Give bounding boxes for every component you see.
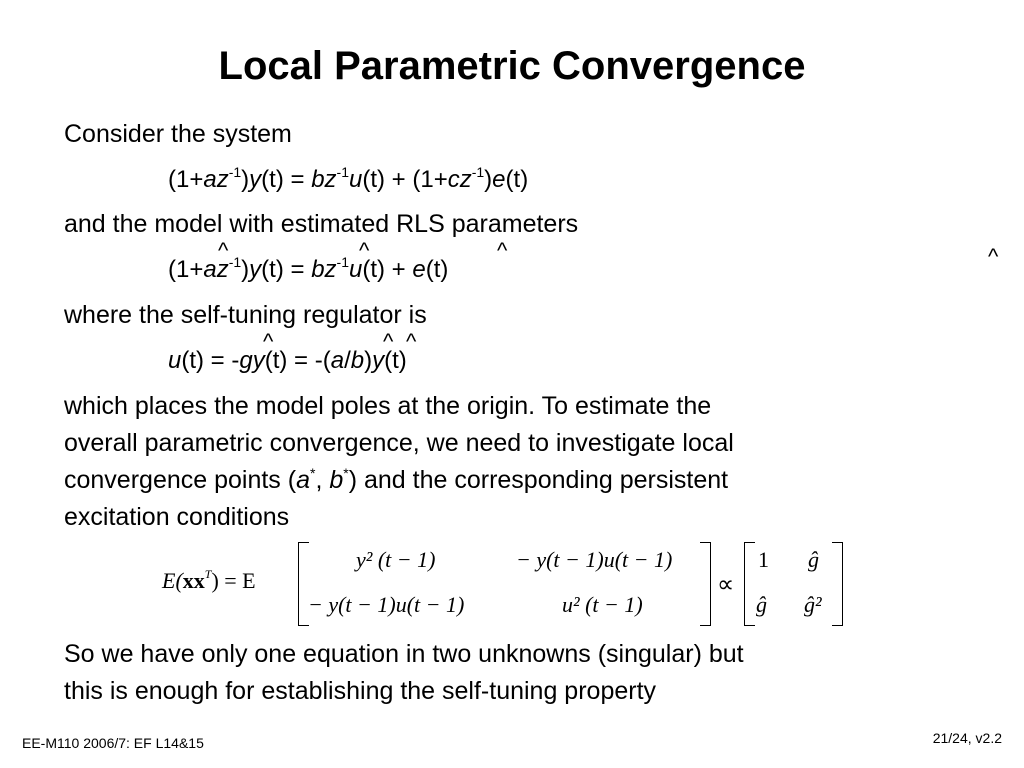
hat-b: ^ xyxy=(359,238,370,263)
para-line-1: which places the model poles at the origin. To estimate the xyxy=(64,392,712,420)
conclusion-line-1: So we have only one equation in two unknowns (singular) but xyxy=(64,640,744,668)
regulator-equation: u(t) = -gy(t) = -(a/b)y(t) xyxy=(168,347,407,374)
footer-page: 21/24, v2.2 xyxy=(932,730,1002,746)
para-line-2: overall parametric convergence, we need to investigate local xyxy=(64,429,734,457)
matrix-lhs: $E(xx^T) = E$ xyxy=(162,567,256,593)
para-line-4: excitation conditions xyxy=(64,503,290,531)
matrix-right-bracket xyxy=(700,542,711,626)
gain-g22: ĝ² xyxy=(804,592,822,617)
proportional-symbol: ∝ xyxy=(717,572,735,598)
model-equation: $(1+az^{-1})y(t) = bz^{-1}u(t) + e(t)$ xyxy=(168,254,449,283)
matrix-m11: y² (t − 1) xyxy=(356,547,436,572)
gain-g12: ĝ xyxy=(808,547,819,572)
conclusion-line-2: this is enough for establishing the self-tuning property xyxy=(64,677,657,705)
hat-e: ^ xyxy=(497,238,508,263)
text-model: and the model with estimated RLS parameters xyxy=(64,210,579,238)
system-equation: $(1+az^{-1})y(t) = bz^{-1}u(t) + (1+cz^{-1})e(t)$ xyxy=(168,164,529,193)
gain-right-bracket xyxy=(832,542,843,626)
footer-course: EE-M110 2006/7: EF L14&15 xyxy=(22,735,204,751)
stray-hat: ^ xyxy=(988,244,999,269)
text-consider: Consider the system xyxy=(64,120,292,148)
matrix-m12: − y(t − 1)u(t − 1) xyxy=(516,547,673,572)
gain-g11: 1 xyxy=(758,547,769,572)
para-line-3: convergence points (a*, b*) and the corresponding persistent xyxy=(64,465,729,494)
hat-a2: ^ xyxy=(383,329,394,354)
gain-left-bracket xyxy=(744,542,755,626)
hat-a: ^ xyxy=(218,238,229,263)
matrix-m22: u² (t − 1) xyxy=(562,592,643,617)
hat-b2: ^ xyxy=(406,329,417,354)
matrix-m21: − y(t − 1)u(t − 1) xyxy=(308,592,465,617)
gain-g21: ĝ xyxy=(756,592,767,617)
text-regulator: where the self-tuning regulator is xyxy=(64,301,427,329)
hat-g: ^ xyxy=(263,329,274,354)
slide-title: Local Parametric Convergence xyxy=(218,44,806,88)
